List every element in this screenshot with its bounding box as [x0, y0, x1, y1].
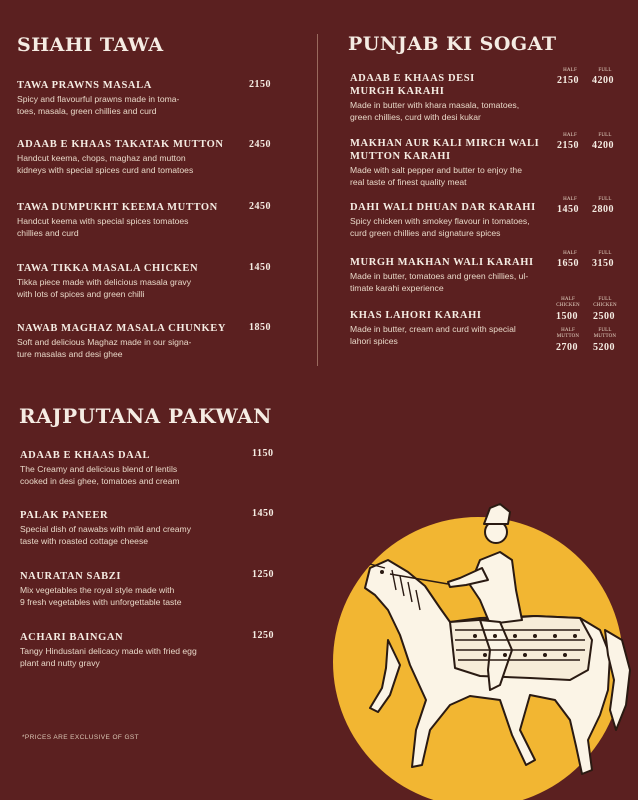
- item-description: Tangy Hindustani delicacy made with fried egg plant and nutty gravy: [20, 646, 197, 668]
- item-name: TAWA TIKKA MASALA CHICKEN: [17, 263, 199, 274]
- menu-item-nauratan-sabzi: [20, 570, 252, 608]
- item-description: Tikka piece made with delicious masala gravy with lots of spices and green chilli: [17, 277, 192, 299]
- item-name: ACHARI BAINGAN: [20, 632, 124, 643]
- half-mutton-label: HALF MUTTON: [556, 328, 580, 339]
- item-description: Special dish of nawabs with mild and creamy taste with roasted cottage cheese: [20, 524, 192, 546]
- item-description: Made in butter with khara masala, tomatoes, green chillies, curd with desi kukar: [350, 100, 520, 122]
- full-mutton-price: 5200: [593, 342, 615, 353]
- full-mutton-label: FULL MUTTON: [593, 328, 617, 339]
- half-label: HALF: [563, 68, 577, 73]
- section-title-punjab-ki-sogat: PUNJAB KI SOGAT: [348, 33, 557, 55]
- full-price: 3150: [592, 258, 614, 269]
- full-label: FULL: [598, 133, 612, 138]
- item-description: Made with salt pepper and butter to enjoy the real taste of finest quality meat: [350, 165, 522, 187]
- full-chicken-label: FULL CHICKEN: [593, 297, 617, 308]
- royal-horse-rider-icon: [330, 490, 638, 800]
- menu-item-murgh-makhan-karahi: [350, 256, 555, 294]
- item-price: 2450: [249, 139, 271, 150]
- item-name: NAWAB MAGHAZ MASALA CHUNKEY: [17, 323, 227, 334]
- half-price: 1450: [557, 204, 579, 215]
- item-price: 1250: [252, 630, 274, 641]
- item-price: 1850: [249, 322, 271, 333]
- full-price: 2800: [592, 204, 614, 215]
- menu-item-tawa-prawns-masala: [17, 79, 242, 117]
- item-name: TAWA DUMPUKHT KEEMA MUTTON: [17, 202, 218, 213]
- gst-footnote: *PRICES ARE EXCLUSIVE OF GST: [22, 734, 140, 741]
- half-price: 2150: [557, 140, 579, 151]
- item-description: Handcut keema, chops, maghaz and mutton kidneys with special spices curd and tomatoes: [17, 153, 194, 175]
- item-price: 2150: [249, 79, 271, 90]
- half-label: HALF: [563, 197, 577, 202]
- column-divider: [317, 34, 318, 366]
- full-label: FULL: [598, 251, 612, 256]
- item-name: PALAK PANEER: [20, 510, 109, 521]
- menu-item-dumpukht-keema: [17, 201, 249, 239]
- menu-item-achari-baingan: [20, 631, 252, 669]
- half-chicken-price: 1500: [556, 311, 578, 322]
- item-name: TAWA PRAWNS MASALA: [17, 80, 152, 91]
- half-price: 2150: [557, 75, 579, 86]
- half-mutton-price: 2700: [556, 342, 578, 353]
- menu-item-desi-murgh-karahi: [350, 72, 550, 123]
- item-description: Mix vegetables the royal style made with 9 fresh vegetables with unforgettable taste: [20, 585, 182, 607]
- menu-item-tikka-masala-chicken: [17, 262, 249, 300]
- half-label: HALF: [563, 133, 577, 138]
- menu-item-kali-mirch-mutton-karahi: [350, 137, 555, 188]
- item-name: ADAAB E KHAAS TAKATAK MUTTON: [17, 139, 224, 150]
- full-price: 4200: [592, 75, 614, 86]
- item-description: Made in butter, tomatoes and green chillies, ul- timate karahi experience: [350, 271, 529, 293]
- menu-item-takatak-mutton: [17, 138, 249, 176]
- item-name: ADAAB E KHAAS DESI MURGH KARAHI: [350, 73, 475, 97]
- half-price: 1650: [557, 258, 579, 269]
- item-description: Spicy and flavourful prawns made in toma- toes, masala, green chillies and curd: [17, 94, 180, 116]
- item-price: 1450: [249, 262, 271, 273]
- half-chicken-label: HALF CHICKEN: [556, 297, 580, 308]
- section-title-shahi-tawa: SHAHI TAWA: [17, 34, 164, 56]
- menu-item-adaab-e-khaas-daal: [20, 449, 252, 487]
- item-name: ADAAB E KHAAS DAAL: [20, 450, 151, 461]
- item-price: 2450: [249, 201, 271, 212]
- section-title-rajputana-pakwan: RAJPUTANA PAKWAN: [19, 404, 272, 428]
- menu-item-maghaz-chunkey: [17, 322, 249, 360]
- menu-item-khas-lahori-karahi: [350, 309, 550, 347]
- item-price: 1250: [252, 569, 274, 580]
- item-description: Handcut keema with special spices tomatoes chillies and curd: [17, 216, 189, 238]
- full-label: FULL: [598, 68, 612, 73]
- half-label: HALF: [563, 251, 577, 256]
- item-name: MAKHAN AUR KALI MIRCH WALI MUTTON KARAHI: [350, 138, 540, 162]
- menu-item-palak-paneer: [20, 509, 252, 547]
- item-name: NAURATAN SABZI: [20, 571, 122, 582]
- full-chicken-price: 2500: [593, 311, 615, 322]
- item-price: 1450: [252, 508, 274, 519]
- full-label: FULL: [598, 197, 612, 202]
- item-price: 1150: [252, 448, 274, 459]
- item-name: DAHI WALI DHUAN DAR KARAHI: [350, 202, 536, 213]
- item-name: MURGH MAKHAN WALI KARAHI: [350, 257, 534, 268]
- item-description: The Creamy and delicious blend of lentils cooked in desi ghee, tomatoes and cream: [20, 464, 180, 486]
- item-description: Spicy chicken with smokey flavour in tomatoes, curd green chillies and signature spices: [350, 216, 530, 238]
- menu-item-dhuan-dar-karahi: [350, 201, 555, 239]
- item-description: Made in butter, cream and curd with special lahori spices: [350, 324, 516, 346]
- full-price: 4200: [592, 140, 614, 151]
- item-name: KHAS LAHORI KARAHI: [350, 310, 482, 321]
- item-description: Soft and delicious Maghaz made in our signa- ture masalas and desi ghee: [17, 337, 192, 359]
